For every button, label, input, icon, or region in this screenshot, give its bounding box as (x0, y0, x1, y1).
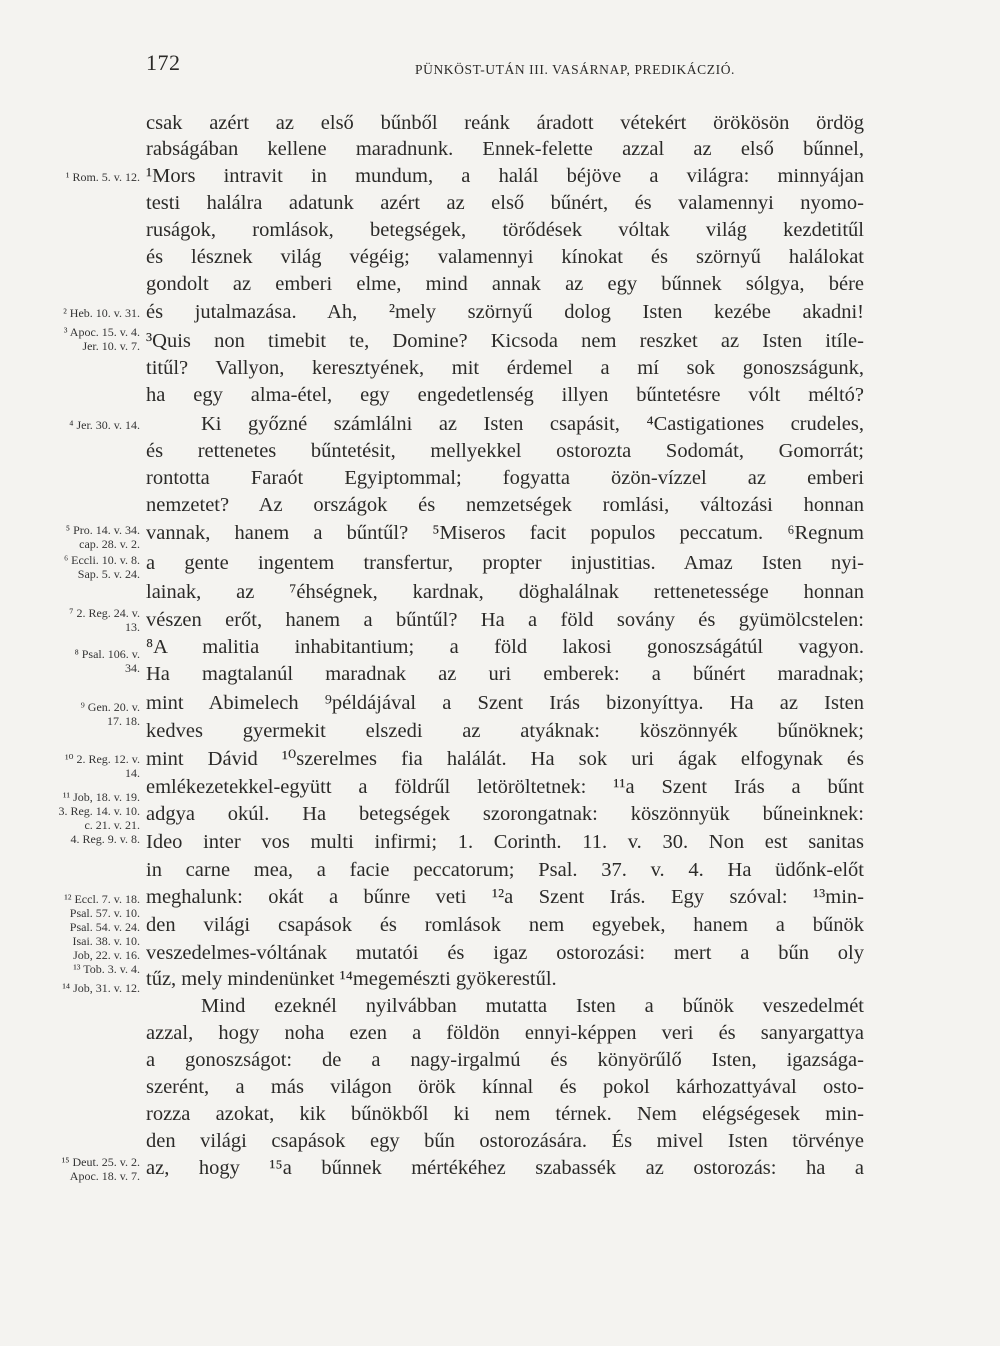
text-line: és lésznek világ végéig; valamennyi kínokat és szörnyű halálokat (146, 246, 864, 268)
running-head: PÜNKÖST-UTÁN III. VASÁRNAP, PREDIKÁCZIÓ. (414, 62, 736, 77)
margin-note: ⁴ Jer. 30. v. 14. (69, 418, 140, 432)
text-line: és rettenetes bűntetésit, mellyekkel ostorozta Sodomát, Gomorrát; (146, 440, 864, 462)
page-number: 172 (146, 50, 181, 75)
text-line: ruságok, romlások, betegségek, törődések vóltak világ kezdetitűl (146, 219, 864, 241)
text-line: tűz, mely mindenünket ¹⁴megemészti gyökerestűl. (146, 968, 557, 990)
text-line: Mind ezeknél nyilvábban mutatta Isten a bűnök veszedelmét (201, 995, 864, 1017)
text-line: az, hogy ¹⁵a bűnnek mértékéhez szabassék az ostorozás: ha a (146, 1157, 864, 1179)
text-line: den világi csapások és romlások nem egyebek, hanem a bűnök (146, 914, 864, 936)
text-line: szerént, a más világon örök kínnal és pokol kárhozattyával osto- (146, 1076, 864, 1098)
margin-note: ¹¹ Job, 18. v. 19. 3. Reg. 14. v. 10. c. 21. v. 21. 4. Reg. 9. v. 8. (58, 790, 140, 846)
text-line: ¹Mors intravit in mundum, a halál béjöve a világra: minnyájan (146, 165, 864, 187)
margin-note: ³ Apoc. 15. v. 4. Jer. 10. v. 7. (63, 325, 140, 353)
text-line: Ha magtalanúl maradnak az uri emberek: a bűnért maradnak; (146, 663, 864, 685)
margin-note: ¹² Eccl. 7. v. 18. Psal. 57. v. 10. Psal. 54. v. 24. Isai. 38. v. 10. Job, 22. v. 16. (64, 892, 140, 962)
text-line: mint Dávid ¹⁰szerelmes fia halálát. Ha sok uri ágak elfogynak és (146, 748, 864, 770)
text-line: azzal, hogy noha ezen a földön ennyi-képpen veri és sanyargattya (146, 1022, 864, 1044)
text-line: in carne mea, a facie peccatorum; Psal. 37. v. 4. Ha üdőnk-előt (146, 859, 864, 881)
margin-note: ² Heb. 10. v. 31. (63, 306, 140, 320)
text-line: vészen erőt, hanem a bűntűl? Ha a föld sovány és gyümölcstelen: (146, 609, 864, 631)
text-line: rontotta Faraót Egyiptommal; fogyatta özön-vízzel az emberi (146, 467, 864, 489)
text-line: ha egy alma-étel, egy engedetlenség illyen bűntetésre vólt méltó? (146, 384, 864, 406)
text-line: és jutalmazása. Ah, ²mely szörnyű dolog Isten kezébe akadni! (146, 301, 864, 323)
text-line: vannak, hanem a bűntűl? ⁵Miseros facit populos peccatum. ⁶Regnum (146, 522, 864, 544)
margin-note: ⁵ Pro. 14. v. 34. cap. 28. v. 2. (65, 523, 140, 551)
text-line: titűl? Vallyon, keresztyének, mit érdemel a mí sok gonoszságunk, (146, 357, 864, 379)
text-line: ⁸A malitia inhabitantium; a föld lakosi gonoszságátúl vagyon. (146, 636, 864, 658)
text-line: a gonoszságot: de a nagy-irgalmú és könyörűlő Isten, igazsága- (146, 1049, 864, 1071)
text-line: lainak, az ⁷éhségnek, kardnak, döghalálnak rettenetessége honnan (146, 581, 864, 603)
margin-note: ¹⁴ Job, 31. v. 12. (62, 981, 140, 995)
text-line: testi halálra adatunk azért az első bűnért, és valamennyi nyomo- (146, 192, 864, 214)
text-line: Ideo inter vos multi infirmi; 1. Corinth. 11. v. 30. Non est sanitas (146, 831, 864, 853)
text-line: Ki győzné számlálni az Isten csapásit, ⁴Castigationes crudeles, (201, 413, 864, 435)
text-line: emlékezetekkel-együtt a földrűl letöröltetnek: ¹¹a Szent Irás a bűnt (146, 776, 864, 798)
text-line: rabságában kellene maradnunk. Ennek-felette azzal az első bűnnel, (146, 138, 864, 160)
margin-note: ¹⁵ Deut. 25. v. 2. Apoc. 18. v. 7. (61, 1155, 140, 1183)
text-line: a gente ingentem transfertur, propter injustitias. Amaz Isten nyi- (146, 552, 864, 574)
text-line: csak azért az első bűnből reánk áradott vétekért örökösön ördög (146, 112, 864, 134)
margin-note: ¹⁰ 2. Reg. 12. v. 14. (65, 752, 140, 780)
text-line: mint Abimelech ⁹példájával a Szent Irás bizonyíttya. Ha az Isten (146, 692, 864, 714)
text-line: gondolt az emberi elme, mind annak az egy bűnnek sólgya, bére (146, 273, 864, 295)
text-line: adgya okúl. Ha betegségek szorongatnak: köszönnyük bűneinknek: (146, 803, 864, 825)
text-line: ³Quis non timebit te, Domine? Kicsoda nem reszket az Isten itíle- (146, 330, 864, 352)
margin-note: ⁹ Gen. 20. v. 17. 18. (80, 700, 140, 728)
margin-note: ⁸ Psal. 106. v. 34. (74, 647, 140, 675)
text-line: veszedelmes-vóltának mutatói és igaz ostorozási: mert a bűn oly (146, 942, 864, 964)
margin-note: ⁶ Eccli. 10. v. 8. Sap. 5. v. 24. (63, 553, 140, 581)
margin-note: ⁷ 2. Reg. 24. v. 13. (69, 606, 140, 634)
margin-note: ¹³ Tob. 3. v. 4. (73, 962, 140, 976)
text-line: den világi csapások egy bűn ostorozására. És mivel Isten törvénye (146, 1130, 864, 1152)
margin-note: ¹ Rom. 5. v. 12. (65, 170, 140, 184)
text-line: rozza azokat, kik bűnökből ki nem térnek. Nem elégségesek min- (146, 1103, 864, 1125)
text-line: kedves gyermekit elszedi az atyáknak: köszönnyék bűnöknek; (146, 720, 864, 742)
text-line: meghalunk: okát a bűnre veti ¹²a Szent Irás. Egy szóval: ¹³min- (146, 886, 864, 908)
text-line: nemzetet? Az országok és nemzetségek romlási, változási honnan (146, 494, 864, 516)
